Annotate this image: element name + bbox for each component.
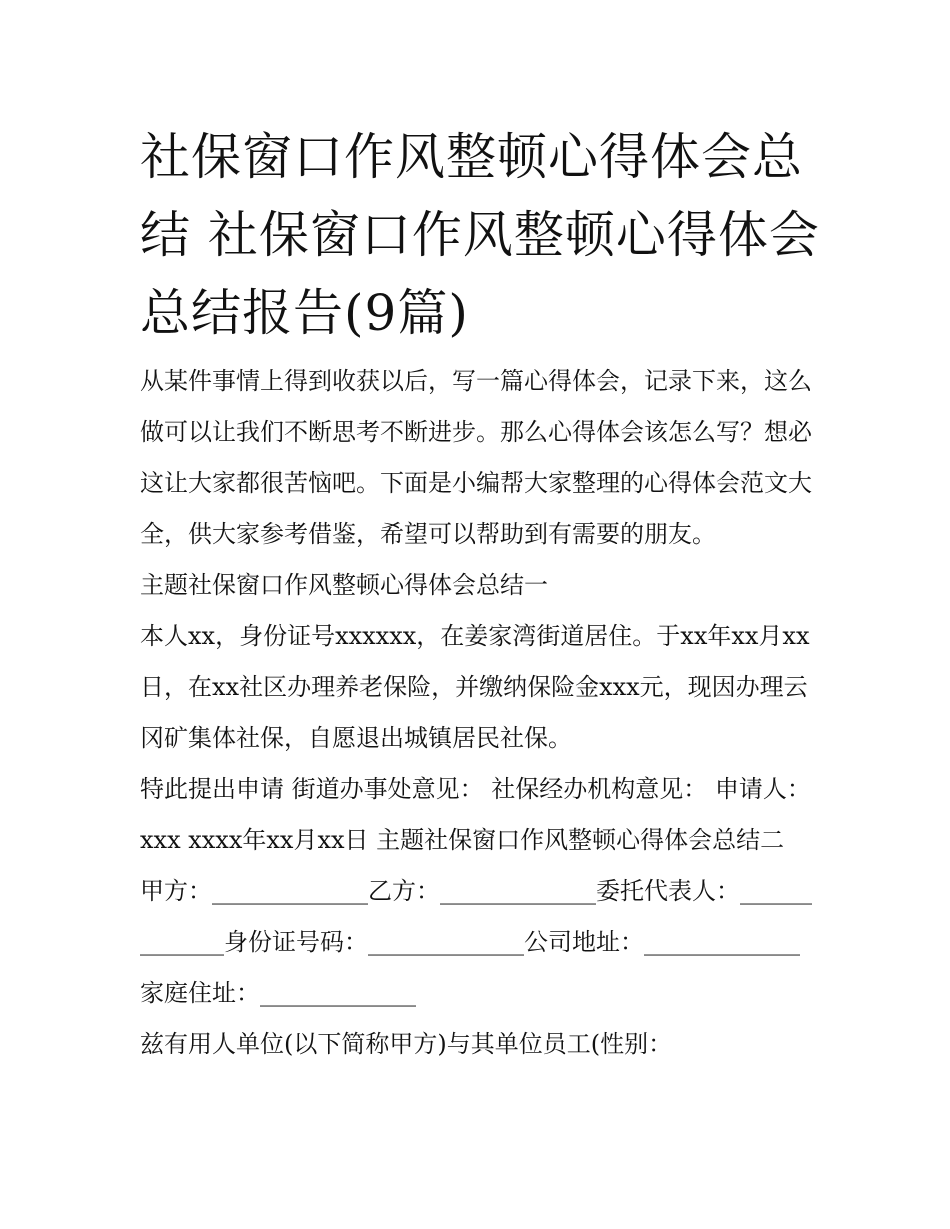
signature-paragraph: 特此提出申请 街道办事处意见： 社保经办机构意见： 申请人：xxx xxxx年xx月xx日 主题社保窗口作风整顿心得体会总结二 [140, 775, 811, 854]
section-heading-one: 主题社保窗口作风整顿心得体会总结一 [140, 571, 548, 599]
contract-fields-paragraph: 甲方：_____________乙方：_____________委托代表人：_____________身份证号码：_____________公司地址：_____________家庭住址：_____________ [140, 877, 812, 1007]
employer-paragraph: 兹有用人单位(以下简称甲方)与其单位员工(性别： [140, 1030, 673, 1058]
document-body [140, 356, 820, 1070]
intro-paragraph: 从某件事情上得到收获以后，写一篇心得体会，记录下来，这么做可以让我们不断思考不断进步。那么心得体会该怎么写？想必这让大家都很苦恼吧。下面是小编帮大家整理的心得体会范文大全，供大家参考借鉴，希望可以帮助到有需要的朋友。 [140, 367, 812, 548]
document-title: 社保窗口作风整顿心得体会总结 社保窗口作风整顿心得体会总结报告(9篇) [140, 128, 820, 342]
application-paragraph: 本人xx，身份证号xxxxxx，在姜家湾街道居住。于xx年xx月xx日，在xx社区办理养老保险，并缴纳保险金xxx元，现因办理云冈矿集体社保，自愿退出城镇居民社保。 [140, 622, 810, 752]
